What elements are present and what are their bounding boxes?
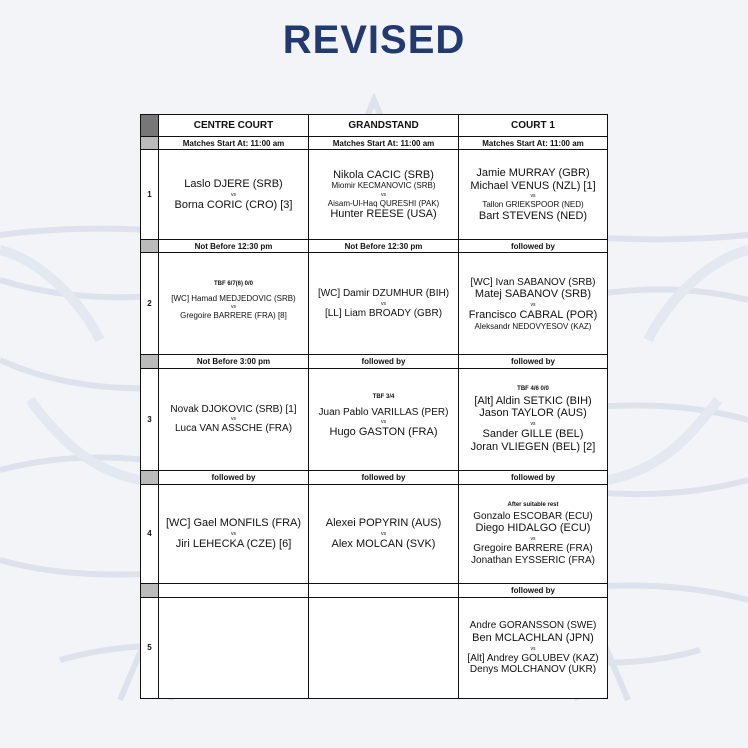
note-row [141, 584, 608, 598]
player: [WC] Damir DZUMHUR (BIH) [317, 288, 450, 300]
player: Tallon GRIEKSPOOR (NED) [482, 200, 584, 210]
player: Gregoire BARRERE (FRA) [473, 543, 593, 554]
court-header-centre: CENTRE COURT [159, 115, 309, 137]
match-number: 2 [141, 253, 159, 355]
match-row-4 [141, 484, 608, 584]
vs-label: vs [530, 420, 536, 427]
gray-cell [141, 239, 159, 253]
vs-label: vs [381, 300, 386, 307]
match-cell [309, 150, 459, 240]
start-time-row [141, 136, 608, 150]
player: Jamie MURRAY (GBR) [476, 167, 590, 180]
vs-label: vs [530, 536, 536, 542]
player: Joran VLIEGEN (BEL) [2] [470, 440, 596, 453]
tbf-note: TBF 6/7(6) 0/0 [213, 281, 253, 288]
match-row-1 [141, 150, 608, 240]
player: Matej SABANOV (SRB) [474, 288, 592, 301]
match-cell [459, 253, 608, 355]
player: Gregoire BARRERE (FRA) [8] [180, 311, 287, 321]
player: Alex MOLCAN (SVK) [331, 537, 436, 550]
player: Aleksandr NEDOVYESOV (KAZ) [474, 321, 592, 331]
rest-note: After suitable rest [507, 501, 559, 508]
match-number: 5 [141, 597, 159, 698]
start-time-centre: Matches Start At: 11:00 am [159, 136, 309, 150]
note-row [141, 239, 608, 253]
tbf-note: TBF 4/6 0/0 [517, 385, 549, 392]
match-cell [459, 597, 608, 698]
court-header-grandstand: GRANDSTAND [309, 115, 459, 137]
schedule-note [309, 584, 459, 598]
player: Andre GORANSSON (SWE) [469, 620, 597, 632]
player: Aisam-Ul-Haq QURESHI (PAK) [327, 198, 440, 208]
player: Sander GILLE (BEL) [482, 427, 584, 440]
schedule-note: followed by [459, 471, 608, 485]
start-time-grandstand: Matches Start At: 11:00 am [309, 136, 459, 150]
vs-label: vs [530, 645, 536, 652]
note-row [141, 471, 608, 485]
vs-label: vs [231, 530, 236, 537]
match-cell [459, 150, 608, 240]
player: [WC] Ivan SABANOV (SRB) [470, 276, 596, 288]
gray-cell [141, 471, 159, 485]
player: Laslo DJERE (SRB) [184, 178, 283, 190]
gray-cell [141, 584, 159, 598]
player: Borna CORIC (CRO) [3] [174, 198, 293, 211]
player: Gonzalo ESCOBAR (ECU) [473, 510, 593, 522]
match-number: 4 [141, 484, 159, 584]
corner-cell [141, 115, 159, 137]
schedule-note: followed by [459, 355, 608, 369]
schedule-note: followed by [459, 239, 608, 253]
player: Novak DJOKOVIC (SRB) [1] [170, 403, 297, 415]
match-row-5 [141, 597, 608, 698]
match-cell [159, 368, 309, 470]
gray-cell [141, 355, 159, 369]
player: Francisco CABRAL (POR) [468, 309, 598, 322]
schedule-note: followed by [159, 471, 309, 485]
match-cell [159, 150, 309, 240]
player: Luca VAN ASSCHE (FRA) [174, 423, 293, 435]
match-number: 3 [141, 368, 159, 470]
match-number: 1 [141, 150, 159, 240]
schedule-note [159, 584, 309, 598]
match-cell [459, 484, 608, 584]
match-cell [309, 484, 459, 584]
match-cell [459, 368, 608, 470]
player: Nikola CACIC (SRB) [333, 168, 434, 181]
player: [Alt] Aldin SETKIC (BIH) [474, 394, 592, 407]
vs-label: vs [381, 530, 386, 537]
match-cell [159, 253, 309, 355]
schedule-note: Not Before 12:30 pm [309, 239, 459, 253]
player: Jiri LEHECKA (CZE) [6] [175, 537, 292, 550]
schedule-note: followed by [309, 355, 459, 369]
schedule-note: followed by [459, 584, 608, 598]
schedule-note: Not Before 3:00 pm [159, 355, 309, 369]
player: Ben MCLACHLAN (JPN) [472, 631, 594, 644]
player: Alexei POPYRIN (AUS) [325, 517, 442, 530]
header-row [141, 115, 608, 137]
match-row-2 [141, 253, 608, 355]
tbf-note: TBF 3/4 [372, 393, 395, 400]
player: Hunter REESE (USA) [330, 207, 437, 220]
start-time-court1: Matches Start At: 11:00 am [459, 136, 608, 150]
vs-label: vs [381, 419, 386, 426]
player: [LL] Liam BROADY (GBR) [324, 307, 443, 319]
vs-label: vs [530, 302, 536, 309]
player: Juan Pablo VARILLAS (PER) [318, 406, 449, 418]
match-cell [159, 484, 309, 584]
player: Bart STEVENS (NED) [478, 209, 588, 222]
empty-cell [159, 597, 309, 698]
player: [WC] Hamad MEDJEDOVIC (SRB) [171, 294, 296, 304]
player: Jason TAYLOR (AUS) [479, 407, 587, 420]
vs-label: vs [231, 304, 236, 311]
player: Miomir KECMANOVIC (SRB) [331, 181, 436, 191]
match-cell [309, 253, 459, 355]
page-title: REVISED [282, 18, 466, 62]
vs-label: vs [231, 191, 236, 198]
vs-label: vs [530, 193, 536, 200]
player: [WC] Gael MONFILS (FRA) [165, 517, 302, 530]
gray-cell [141, 136, 159, 150]
schedule-note: followed by [309, 471, 459, 485]
note-row [141, 355, 608, 369]
schedule-note: Not Before 12:30 pm [159, 239, 309, 253]
player: Diego HIDALGO (ECU) [475, 522, 591, 535]
player: [Alt] Andrey GOLUBEV (KAZ) [467, 652, 599, 664]
match-cell [309, 368, 459, 470]
vs-label: vs [231, 416, 236, 423]
order-of-play-table [140, 114, 608, 699]
player: Michael VENUS (NZL) [1] [470, 179, 596, 192]
match-row-3 [141, 368, 608, 470]
court-header-court1: COURT 1 [459, 115, 608, 137]
vs-label: vs [381, 191, 386, 198]
empty-cell [309, 597, 459, 698]
player: Jonathan EYSSERIC (FRA) [471, 554, 595, 566]
player: Denys MOLCHANOV (UKR) [469, 664, 597, 676]
player: Hugo GASTON (FRA) [329, 426, 438, 439]
